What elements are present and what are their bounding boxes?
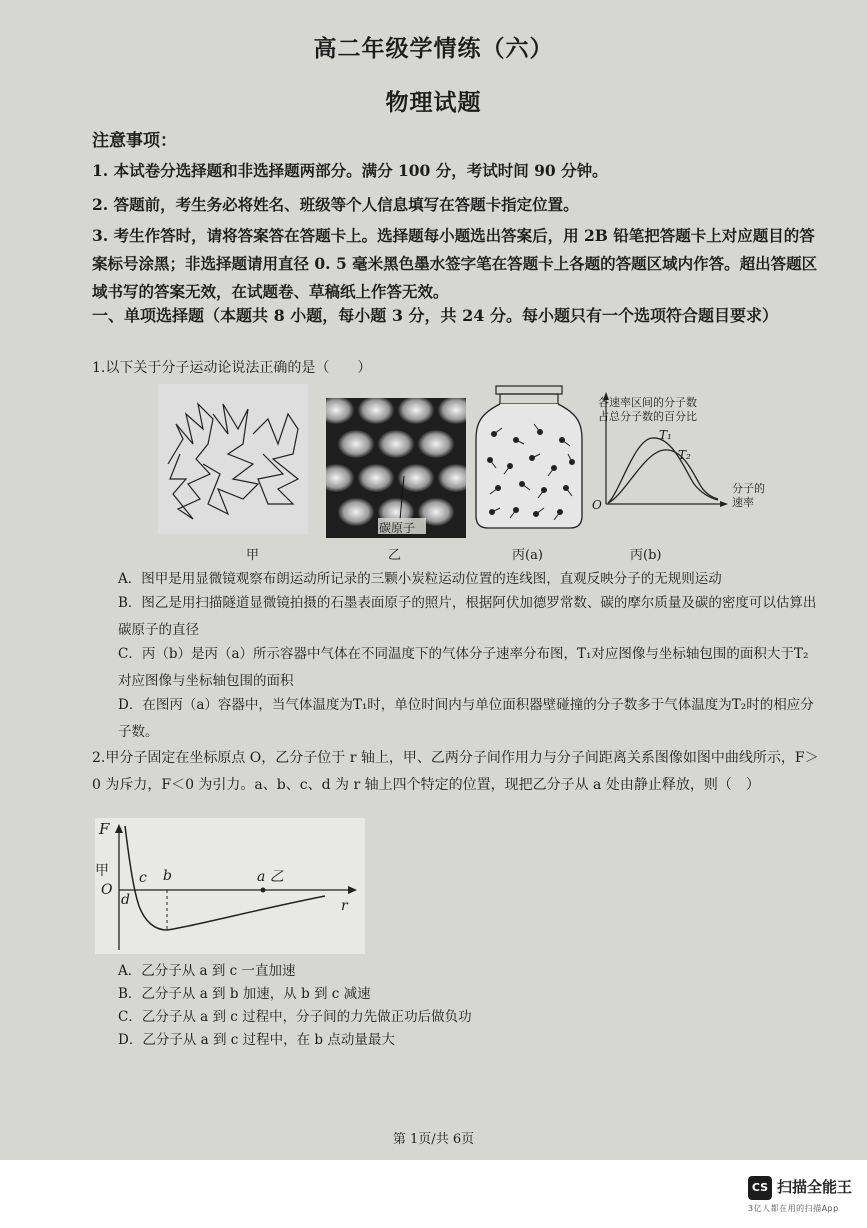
axis-r-label: r — [341, 898, 348, 914]
q1-option-a: A．图甲是用显微镜观察布朗运动所记录的三颗小炭粒运动位置的连线图，直观反映分子的无规则运动 — [118, 571, 722, 587]
notice-item-3: 3. 考生作答时，请将答案答在答题卡上。选择题每小题选出答案后，用 2B 铅笔把答题卡上对应题目的答案标号涂黑；非选择题请用直径 0. 5 毫米黑色墨水签字笔在答题卡上各题的答题区域内作答。超出答题区域书写的答案无效，在试题卷、草稿纸上作答无效。 — [92, 226, 818, 301]
q1-option-c: C．丙（b）是丙（a）所示容器中气体在不同温度下的气体分子速率分布图，T₁对应图像与坐标轴包围的面积大于T₂对应图像与坐标轴包围的面积 — [118, 646, 809, 689]
figure-yi-caption: 乙 — [388, 548, 402, 563]
q2-option-a: A．乙分子从 a 到 c 一直加速 — [118, 963, 296, 979]
graph-ylabel-line2: 占总分子数的百分比 — [598, 410, 697, 423]
question-2-stem: 2.甲分子固定在坐标原点 O，乙分子位于 r 轴上，甲、乙两分子间作用力与分子间距离关系图像如图中曲线所示，F＞0 为斥力，F＜0 为引力。a、b、c、d 为 r 轴上四个特定的位置，现把乙分子从 a 处由静止释放，则（ ） — [92, 750, 819, 793]
notice-heading: 注意事项： — [92, 131, 177, 151]
brownian-trajectory-drawing — [158, 384, 308, 534]
graph-t1-label: T₁ — [659, 428, 672, 442]
point-b-label: b — [163, 868, 172, 884]
graph-ylabel-line1: 各速率区间的分子数 — [598, 396, 697, 409]
axis-f-label: F — [99, 820, 110, 838]
camscanner-logo-icon: CS — [748, 1176, 772, 1200]
notice-item-2: 2. 答题前，考生务必将姓名、班级等个人信息填写在答题卡指定位置。 — [92, 195, 579, 214]
page-number: 第 1页/共 6页 — [392, 1132, 475, 1147]
gas-jar-drawing — [474, 384, 584, 532]
figure-bing-a-caption: 丙(a) — [512, 548, 543, 563]
carbon-atom-label: 碳原子 — [379, 521, 416, 535]
force-curve-drawing — [95, 818, 365, 954]
q1-option-d: D．在图丙（a）容器中，当气体温度为T₁时，单位时间内与单位面积器壁碰撞的分子数多于气体温度为T₂时的相应分子数。 — [118, 697, 814, 740]
graph-t2-label: T₂ — [678, 448, 691, 462]
figure-bing-b-caption: 丙(b) — [630, 548, 662, 563]
notice-item-1: 1. 本试卷分选择题和非选择题两部分。满分 100 分，考试时间 90 分钟。 — [92, 161, 608, 180]
graph-origin-label: O — [592, 498, 602, 512]
figure-jia-caption: 甲 — [246, 548, 260, 563]
exam-title: 高二年级学情练（六） — [313, 35, 554, 62]
figure-yi — [326, 398, 466, 563]
q2-option-c: C．乙分子从 a 到 c 过程中，分子间的力先做正功后做负功 — [118, 1009, 472, 1025]
force-distance-graph — [95, 818, 365, 954]
point-c-label: c — [139, 870, 147, 886]
graph-xlabel-line1: 分子的 — [732, 482, 765, 495]
figure-bing-b — [592, 392, 782, 563]
camscanner-app-name: 扫描全能王 — [777, 1178, 853, 1196]
camscanner-tagline: 3亿人都在用的扫描App — [748, 1204, 839, 1213]
exam-subject: 物理试题 — [385, 89, 482, 116]
question-1-stem: 1.以下关于分子运动论说法正确的是（ ） — [92, 360, 372, 376]
point-d-label: d — [121, 892, 130, 908]
molecule-jia-label: 甲 — [95, 863, 109, 879]
figure-jia — [158, 384, 308, 563]
graphite-stm-image — [326, 398, 466, 538]
q2-option-d: D．乙分子从 a 到 c 过程中，在 b 点动量最大 — [118, 1032, 395, 1048]
origin-o-label: O — [101, 882, 113, 898]
q1-option-b: B．图乙是用扫描隧道显微镜拍摄的石墨表面原子的照片，根据阿伏加德罗常数、碳的摩尔质量及碳的密度可以估算出碳原子的直径 — [118, 595, 817, 638]
graph-xlabel-line2: 速率 — [732, 496, 754, 509]
figure-bing-a — [474, 384, 584, 563]
q2-option-b: B．乙分子从 a 到 b 加速，从 b 到 c 减速 — [118, 986, 371, 1002]
section-heading: 一、单项选择题（本题共 8 小题，每小题 3 分，共 24 分。每小题只有一个选项符合题目要求） — [92, 306, 778, 325]
point-a-yi-label: a 乙 — [257, 869, 284, 885]
